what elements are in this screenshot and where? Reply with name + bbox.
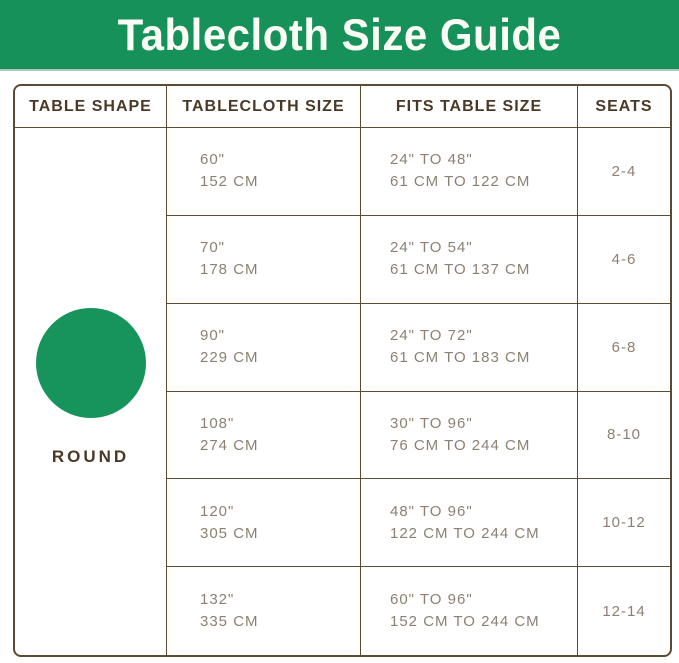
fits-inches: 24" TO 54" — [390, 239, 473, 257]
table-row-2-tablecloth-size — [167, 216, 361, 304]
column-header-fits-table-size: FITS TABLE SIZE — [361, 86, 578, 128]
shape-label: ROUND — [51, 447, 130, 466]
table-row-3-tablecloth-size — [167, 304, 361, 392]
table-row-1-seats: 2-4 — [578, 128, 670, 216]
size-inches: 90" — [200, 327, 226, 345]
size-cm: 229 CM — [200, 349, 259, 367]
size-cm: 152 CM — [200, 173, 259, 191]
fits-inches: 60" TO 96" — [390, 591, 473, 609]
fits-inches: 30" TO 96" — [390, 414, 473, 432]
fits-inches: 48" TO 96" — [390, 502, 473, 520]
table-row-6-seats: 12-14 — [602, 602, 646, 620]
size-inches: 120" — [200, 502, 235, 520]
table-row-3-fits-table-size — [361, 304, 578, 392]
size-cm: 335 CM — [200, 613, 259, 631]
size-inches: 132" — [200, 591, 235, 609]
column-header-seats: SEATS — [578, 86, 670, 128]
table-row-5-seats: 10-12 — [578, 479, 670, 567]
table-row-5-fits-table-size — [361, 479, 578, 567]
table-row-6-fits-table-size — [361, 567, 578, 655]
size-inches: 70" — [200, 239, 226, 257]
table-shape-cell — [15, 128, 167, 655]
size-cm: 274 CM — [200, 436, 259, 454]
page-title: Tablecloth Size Guide — [117, 9, 562, 59]
column-header-tablecloth-size: TABLECLOTH SIZE — [167, 86, 361, 128]
table-row-1-tablecloth-size — [167, 128, 361, 216]
size-inches: 60" — [200, 151, 226, 169]
fits-cm: 61 CM TO 183 CM — [390, 349, 531, 367]
fits-cm: 152 CM TO 244 CM — [390, 613, 540, 631]
table-row-4-fits-table-size — [361, 392, 578, 480]
table-row-6-tablecloth-size — [167, 567, 361, 655]
fits-cm: 61 CM TO 137 CM — [390, 261, 531, 279]
size-inches: 108" — [200, 414, 235, 432]
fits-cm: 76 CM TO 244 CM — [390, 436, 531, 454]
size-cm: 178 CM — [200, 261, 259, 279]
table-row-1-fits-table-size — [361, 128, 578, 216]
table-row-4-tablecloth-size — [167, 392, 361, 480]
size-cm: 305 CM — [200, 524, 259, 542]
size-guide-table — [13, 84, 672, 657]
fits-inches: 24" TO 48" — [390, 151, 473, 169]
table-row-5-tablecloth-size — [167, 479, 361, 567]
table-row-3-seats: 6-8 — [578, 304, 670, 392]
round-circle-icon — [36, 308, 146, 418]
table-row-2-seats: 4-6 — [578, 216, 670, 304]
table-row-2-fits-table-size — [361, 216, 578, 304]
column-header-table-shape: TABLE SHAPE — [15, 86, 167, 128]
title-banner — [0, 0, 679, 71]
fits-cm: 61 CM TO 122 CM — [390, 173, 531, 191]
fits-inches: 24" TO 72" — [390, 327, 473, 345]
table-row-4-seats: 8-10 — [578, 392, 670, 480]
fits-cm: 122 CM TO 244 CM — [390, 524, 540, 542]
